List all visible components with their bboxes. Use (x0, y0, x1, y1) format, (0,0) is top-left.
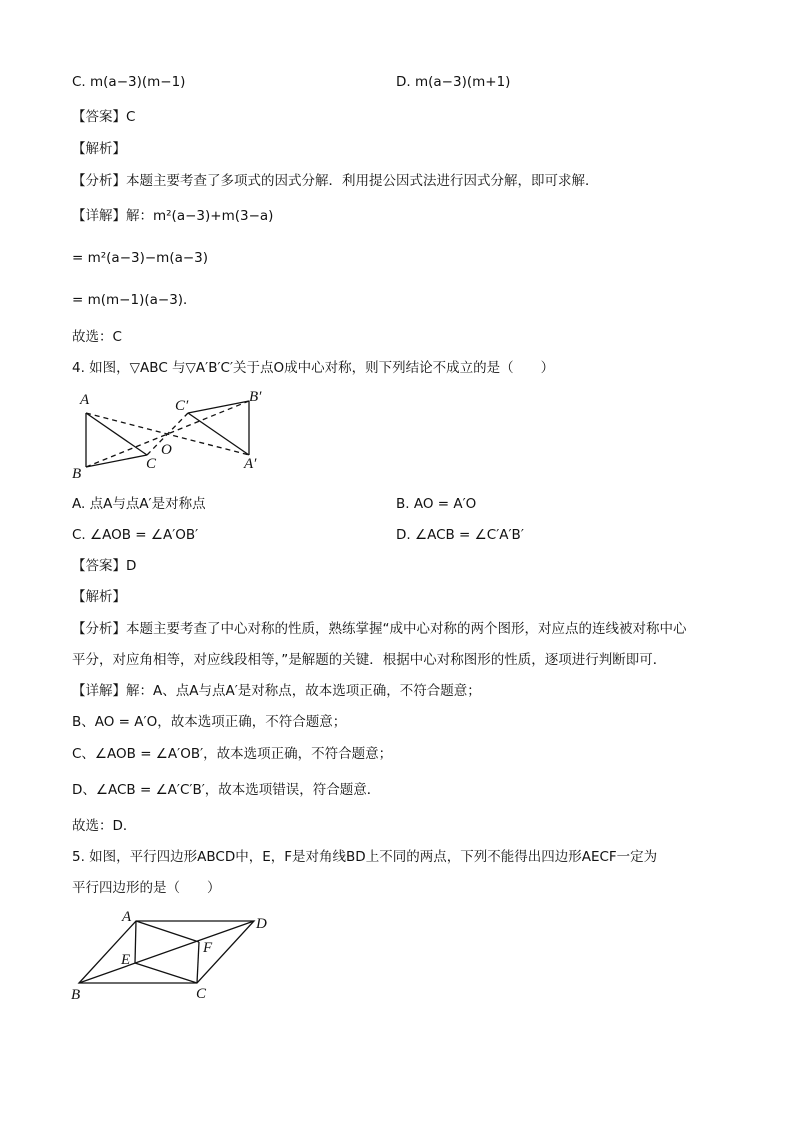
q3-option-d: D. m(a−3)(m+1) (396, 74, 511, 90)
q3-analysis: 【分析】本题主要考查了多项式的因式分解．利用提公因式法进行因式分解，即可求解． (72, 173, 599, 189)
q5-stem-line-2: 平行四边形的是（ ） (72, 880, 221, 896)
q5-label-a: A (122, 909, 132, 925)
q4-detail-d: D、∠ACB = ∠A′C′B′，故本选项错误，符合题意． (72, 782, 381, 798)
q4-stem: 4. 如图，▽ABC 与▽A′B′C′关于点O成中心对称，则下列结论不成立的是（ ） (72, 360, 555, 376)
q3-option-c: C. m(a−3)(m−1) (72, 74, 186, 90)
q5-label-b: B (71, 987, 81, 1003)
q4-detail-b: B、AO = A′O，故本选项正确，不符合题意； (72, 714, 347, 730)
q4-label-b-prime: B′ (249, 389, 262, 405)
q5-label-e: E (121, 952, 131, 968)
q4-label-a-prime: A′ (244, 456, 257, 472)
q4-label-b: B (72, 466, 82, 482)
q4-label-c-prime: C′ (175, 398, 189, 414)
q3-choice: 故选：C (72, 329, 122, 345)
q3-jiexi-heading: 【解析】 (72, 141, 126, 157)
q4-analysis-line-2: 平分，对应角相等，对应线段相等，”是解题的关键．根据中心对称图形的性质，逐项进行判断即可． (72, 652, 667, 668)
q4-answer: 【答案】D (72, 558, 137, 574)
q4-option-d: D. ∠ACB = ∠C′A′B′ (396, 527, 524, 543)
q4-detail-c: C、∠AOB = ∠A′OB′，故本选项正确，不符合题意； (72, 746, 393, 762)
q4-option-a: A. 点A与点A′是对称点 (72, 496, 206, 512)
q4-label-c: C (146, 456, 157, 472)
q5-label-d: D (256, 916, 267, 932)
q4-detail: 【详解】解：A、点A与点A′是对称点，故本选项正确，不符合题意； (72, 683, 481, 699)
q3-answer: 【答案】C (72, 109, 136, 125)
q3-step-2: = m(m−1)(a−3)． (72, 292, 197, 308)
q3-step-1: = m²(a−3)−m(a−3) (72, 250, 209, 266)
q3-detail: 【详解】解：m²(a−3)+m(3−a) (72, 208, 274, 224)
q4-jiexi-heading: 【解析】 (72, 589, 126, 605)
q4-analysis-line-1: 【分析】本题主要考查了中心对称的性质，熟练掌握“成中心对称的两个图形，对应点的连线被对称中心 (72, 621, 687, 637)
q4-choice: 故选：D． (72, 818, 137, 834)
q5-stem-line-1: 5. 如图，平行四边形ABCD中，E，F是对角线BD上不同的两点，下列不能得出四边形AECF一定为 (72, 849, 658, 865)
q4-option-c: C. ∠AOB = ∠A′OB′ (72, 527, 199, 543)
q4-label-o: O (161, 442, 172, 458)
q4-label-a: A (80, 392, 90, 408)
q5-label-c: C (196, 986, 207, 1002)
q4-option-b: B. AO = A′O (396, 496, 477, 512)
q5-label-f: F (203, 940, 213, 956)
